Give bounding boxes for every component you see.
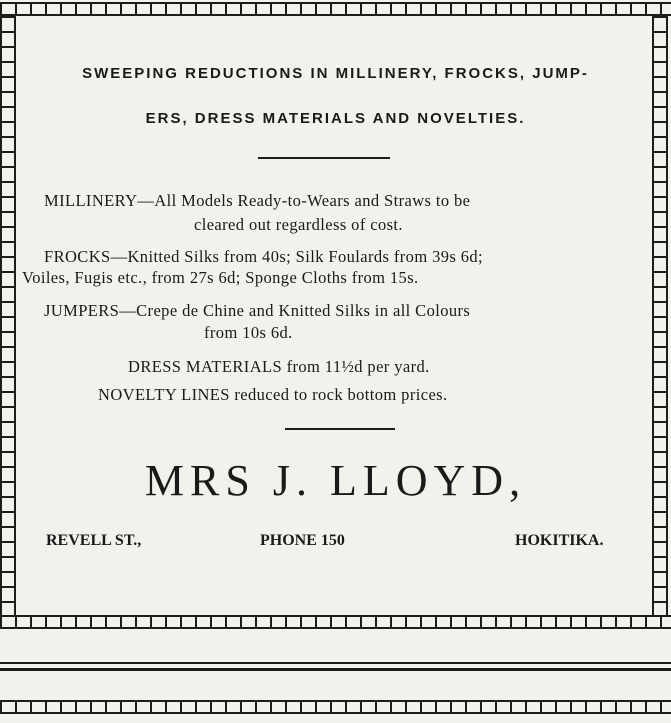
- address-street: REVELL ST.,: [46, 532, 142, 549]
- headline-line-2: ERS, DRESS MATERIALS AND NOVELTIES.: [145, 110, 526, 127]
- novelty-lines-text: NOVELTY LINES reduced to rock bottom prices.: [98, 385, 448, 404]
- frocks-text: FROCKS—Knitted Silks from 40s; Silk Foulards from 39s 6d;: [44, 247, 484, 266]
- separator-rule-2: [0, 668, 671, 671]
- proprietor-name: MRS J. LLOYD,: [144, 456, 527, 505]
- divider-top: [258, 157, 390, 159]
- left-border: [0, 16, 16, 616]
- right-border: [652, 16, 668, 616]
- frocks-text-cont: Voiles, Fugis etc., from 27s 6d; Sponge Cloths from 15s.: [22, 268, 419, 287]
- millinery-text-cont: cleared out regardless of cost.: [194, 215, 403, 234]
- next-ad-border: [0, 700, 671, 714]
- dress-materials-text: DRESS MATERIALS from 11½d per yard.: [128, 357, 430, 376]
- millinery-text: MILLINERY—All Models Ready-to-Wears and Straws to be: [44, 191, 471, 210]
- divider-bottom: [285, 428, 395, 430]
- address-town: HOKITIKA.: [515, 532, 604, 549]
- jumpers-text: JUMPERS—Crepe de Chine and Knitted Silks in all Colours: [44, 301, 471, 320]
- jumpers-text-cont: from 10s 6d.: [204, 323, 293, 342]
- headline-line-1: SWEEPING REDUCTIONS IN MILLINERY, FROCKS, JUMP-: [82, 65, 589, 82]
- address-phone: PHONE 150: [260, 532, 345, 549]
- bottom-border: [0, 615, 671, 629]
- separator-rule-1: [0, 662, 671, 664]
- top-border: [0, 2, 671, 16]
